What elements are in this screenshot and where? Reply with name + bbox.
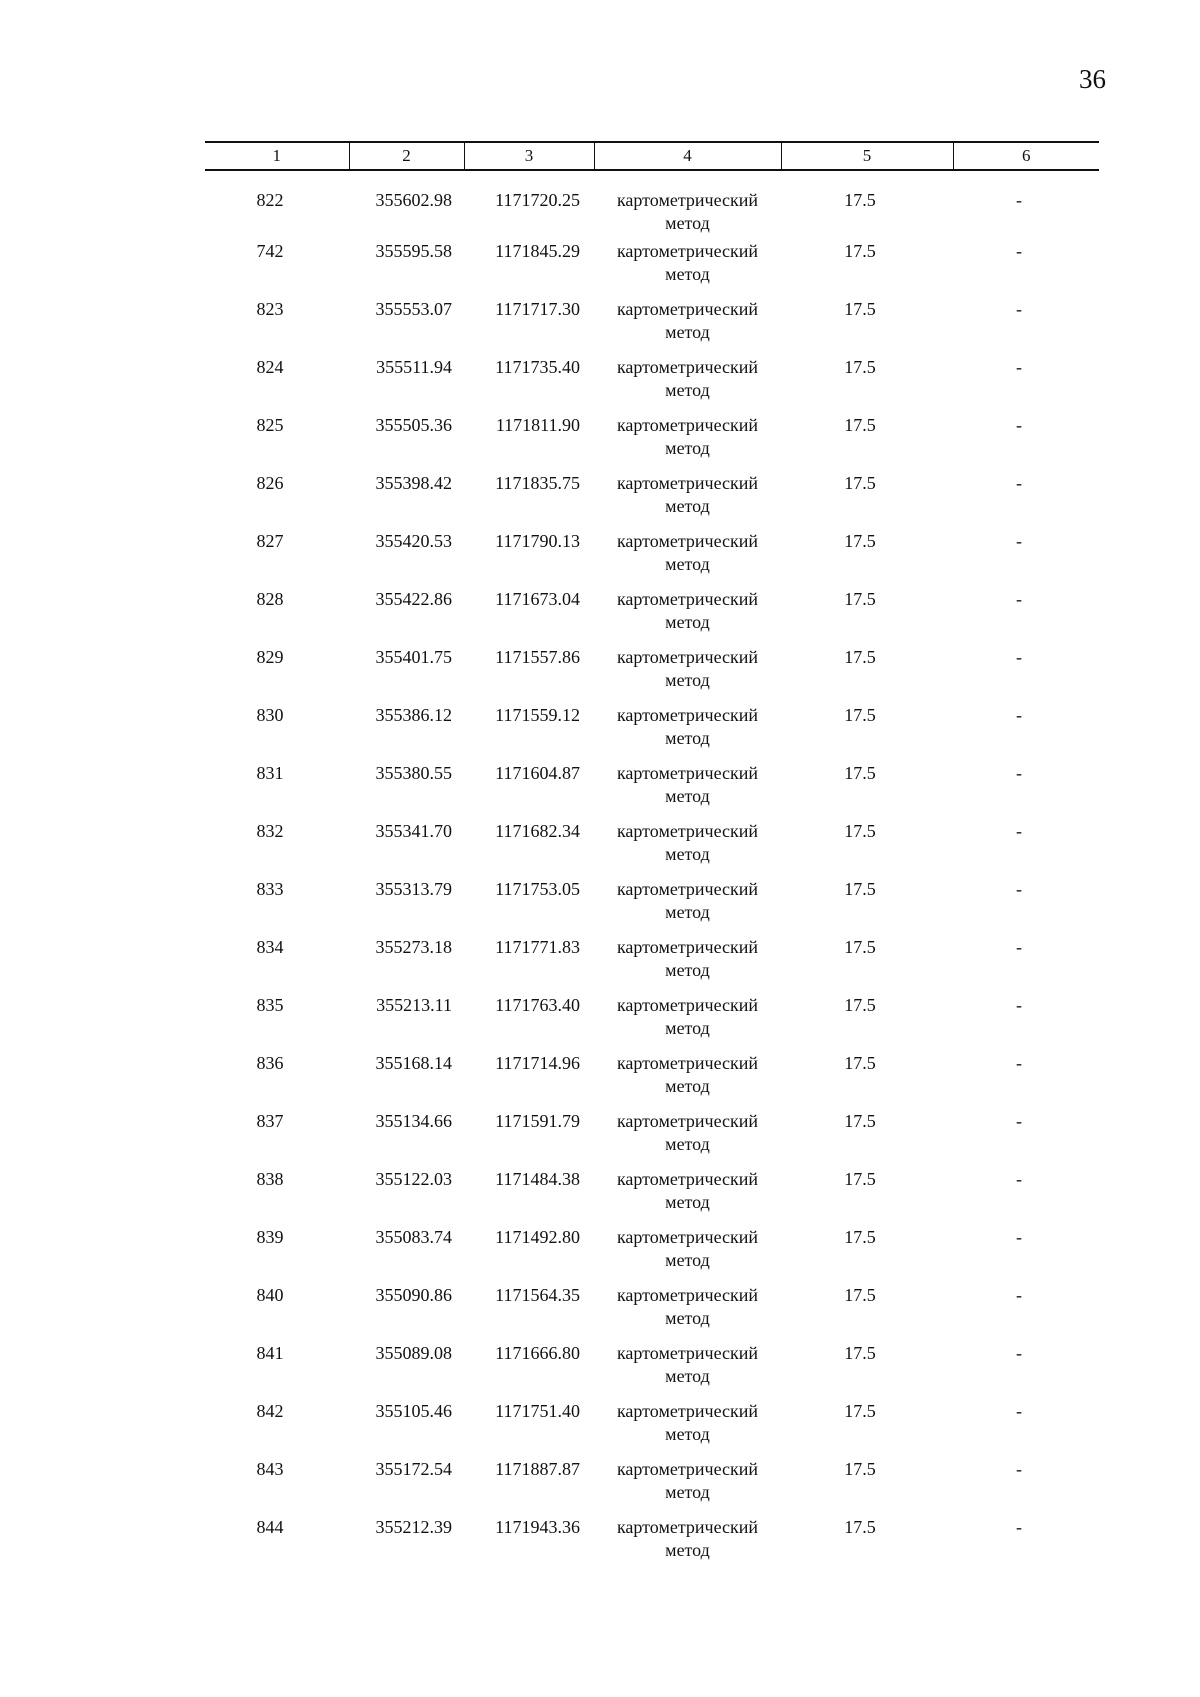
error-value: 17.5 — [844, 1343, 876, 1363]
coordinate-y: 1171835.75 — [495, 473, 580, 493]
note-value: - — [1016, 1401, 1022, 1421]
method-cell — [594, 704, 781, 762]
table-row — [205, 994, 1099, 1052]
coordinate-x: 355122.03 — [375, 1169, 452, 1189]
point-number: 836 — [256, 1053, 284, 1073]
coordinate-y: 1171887.87 — [495, 1459, 580, 1479]
coordinate-y: 1171735.40 — [495, 357, 580, 377]
point-number: 834 — [256, 937, 284, 957]
method-cell — [594, 530, 781, 588]
point-number: 827 — [256, 531, 284, 551]
method-line-1: картометрический — [616, 473, 759, 493]
table-row — [205, 704, 1099, 762]
point-number: 843 — [256, 1459, 284, 1479]
coordinate-x: 355089.08 — [375, 1343, 452, 1363]
coordinate-y: 1171753.05 — [495, 879, 580, 899]
error-value: 17.5 — [844, 879, 876, 899]
method-line-2: метод — [665, 1424, 710, 1444]
method-line-2: метод — [665, 1018, 710, 1038]
method-cell — [594, 1458, 781, 1516]
error-value: 17.5 — [844, 190, 876, 210]
coordinate-y: 1171682.34 — [495, 821, 580, 841]
method-line-1: картометрический — [616, 1343, 759, 1363]
coordinate-x: 355090.86 — [375, 1285, 452, 1305]
method-cell — [594, 994, 781, 1052]
coordinate-y: 1171591.79 — [495, 1111, 580, 1131]
method-line-2: метод — [665, 902, 710, 922]
header-cell-1: 1 — [205, 142, 349, 170]
table-row — [205, 1168, 1099, 1226]
method-line-2: метод — [665, 1076, 710, 1096]
coordinate-y: 1171771.83 — [495, 937, 580, 957]
table-row — [205, 1052, 1099, 1110]
method-cell — [594, 936, 781, 994]
error-value: 17.5 — [844, 1169, 876, 1189]
error-value: 17.5 — [844, 299, 876, 319]
error-value: 17.5 — [844, 415, 876, 435]
error-value: 17.5 — [844, 473, 876, 493]
method-line-2: метод — [665, 728, 710, 748]
table-row — [205, 1342, 1099, 1400]
method-line-2: метод — [665, 1250, 710, 1270]
method-cell — [594, 1516, 781, 1574]
table-row — [205, 356, 1099, 414]
table-row — [205, 170, 1099, 240]
error-value: 17.5 — [844, 241, 876, 261]
note-value: - — [1016, 1111, 1022, 1131]
error-value: 17.5 — [844, 1517, 876, 1537]
note-value: - — [1016, 763, 1022, 783]
error-value: 17.5 — [844, 647, 876, 667]
point-number: 840 — [256, 1285, 284, 1305]
method-line-2: метод — [665, 1192, 710, 1212]
method-line-1: картометрический — [616, 589, 759, 609]
coordinate-y: 1171557.86 — [495, 647, 580, 667]
coordinate-x: 355511.94 — [376, 357, 452, 377]
coordinate-x: 355422.86 — [375, 589, 452, 609]
coordinate-y: 1171666.80 — [495, 1343, 580, 1363]
method-line-1: картометрический — [616, 1227, 759, 1247]
note-value: - — [1016, 1169, 1022, 1189]
coordinate-x: 355595.58 — [375, 241, 452, 261]
coordinate-y: 1171673.04 — [495, 589, 580, 609]
header-row — [205, 142, 1099, 170]
note-value: - — [1016, 647, 1022, 667]
coordinate-x: 355602.98 — [375, 190, 452, 210]
table-row — [205, 472, 1099, 530]
method-line-2: метод — [665, 1482, 710, 1502]
header-cell-4: 4 — [594, 142, 781, 170]
error-value: 17.5 — [844, 1285, 876, 1305]
method-cell — [594, 1342, 781, 1400]
method-cell — [594, 1284, 781, 1342]
coordinate-x: 355398.42 — [375, 473, 452, 493]
error-value: 17.5 — [844, 1401, 876, 1421]
header-cell-3: 3 — [464, 142, 594, 170]
method-cell — [594, 762, 781, 820]
error-value: 17.5 — [844, 705, 876, 725]
coordinate-x: 355420.53 — [375, 531, 452, 551]
note-value: - — [1016, 1053, 1022, 1073]
table-row — [205, 1226, 1099, 1284]
coordinate-y: 1171720.25 — [495, 190, 580, 210]
coordinate-y: 1171714.96 — [495, 1053, 580, 1073]
method-line-1: картометрический — [616, 357, 759, 377]
coordinate-y: 1171811.90 — [495, 415, 580, 435]
point-number: 742 — [256, 241, 284, 261]
note-value: - — [1016, 589, 1022, 609]
error-value: 17.5 — [844, 531, 876, 551]
table-row — [205, 298, 1099, 356]
point-number: 833 — [256, 879, 284, 899]
table-body — [205, 170, 1099, 1574]
table-row — [205, 414, 1099, 472]
coordinate-y: 1171790.13 — [495, 531, 580, 551]
note-value: - — [1016, 1517, 1022, 1537]
coordinate-x: 355172.54 — [375, 1459, 452, 1479]
error-value: 17.5 — [844, 1053, 876, 1073]
coordinate-x: 355380.55 — [375, 763, 452, 783]
point-number: 832 — [256, 821, 284, 841]
method-line-2: метод — [665, 554, 710, 574]
method-line-2: метод — [665, 670, 710, 690]
note-value: - — [1016, 357, 1022, 377]
coordinate-y: 1171943.36 — [495, 1517, 580, 1537]
note-value: - — [1016, 1343, 1022, 1363]
coordinate-y: 1171763.40 — [495, 995, 580, 1015]
coordinate-y: 1171845.29 — [495, 241, 580, 261]
coordinate-x: 355313.79 — [375, 879, 452, 899]
coordinate-y: 1171751.40 — [495, 1401, 580, 1421]
coordinate-y: 1171559.12 — [495, 705, 580, 725]
point-number: 830 — [256, 705, 284, 725]
error-value: 17.5 — [844, 763, 876, 783]
method-line-1: картометрический — [616, 821, 759, 841]
coordinate-x: 355553.07 — [375, 299, 452, 319]
method-line-2: метод — [665, 213, 710, 233]
coordinate-y: 1171604.87 — [495, 763, 580, 783]
coordinate-x: 355505.36 — [375, 415, 452, 435]
method-line-1: картометрический — [616, 763, 759, 783]
method-line-1: картометрический — [616, 879, 759, 899]
point-number: 835 — [256, 995, 284, 1015]
table-row — [205, 1400, 1099, 1458]
method-line-1: картометрический — [616, 1401, 759, 1421]
method-line-1: картометрический — [616, 299, 759, 319]
point-number: 844 — [256, 1517, 284, 1537]
method-line-2: метод — [665, 380, 710, 400]
method-line-1: картометрический — [616, 415, 759, 435]
method-line-2: метод — [665, 1540, 710, 1560]
coordinate-x: 355212.39 — [375, 1517, 452, 1537]
header-cell-2: 2 — [349, 142, 464, 170]
point-number: 823 — [256, 299, 284, 319]
method-line-1: картометрический — [616, 937, 759, 957]
table-row — [205, 530, 1099, 588]
method-line-1: картометрический — [616, 995, 759, 1015]
method-line-2: метод — [665, 612, 710, 632]
method-cell — [594, 472, 781, 530]
coordinate-x: 355273.18 — [375, 937, 452, 957]
coordinate-y: 1171484.38 — [495, 1169, 580, 1189]
table-row — [205, 588, 1099, 646]
table-row — [205, 1284, 1099, 1342]
error-value: 17.5 — [844, 1227, 876, 1247]
note-value: - — [1016, 299, 1022, 319]
coordinate-x: 355401.75 — [375, 647, 452, 667]
header-cell-6: 6 — [953, 142, 1099, 170]
note-value: - — [1016, 473, 1022, 493]
note-value: - — [1016, 190, 1022, 210]
table-row — [205, 936, 1099, 994]
coordinates-table — [205, 141, 1099, 1574]
method-line-2: метод — [665, 264, 710, 284]
note-value: - — [1016, 1227, 1022, 1247]
method-line-1: картометрический — [616, 1517, 759, 1537]
note-value: - — [1016, 241, 1022, 261]
coordinate-y: 1171717.30 — [495, 299, 580, 319]
method-cell — [594, 1168, 781, 1226]
error-value: 17.5 — [844, 589, 876, 609]
method-line-2: метод — [665, 322, 710, 342]
point-number: 825 — [256, 415, 284, 435]
method-line-2: метод — [665, 1366, 710, 1386]
point-number: 838 — [256, 1169, 284, 1189]
error-value: 17.5 — [844, 937, 876, 957]
method-line-1: картометрический — [616, 241, 759, 261]
method-line-2: метод — [665, 496, 710, 516]
method-line-2: метод — [665, 844, 710, 864]
table-row — [205, 646, 1099, 704]
method-line-2: метод — [665, 786, 710, 806]
note-value: - — [1016, 879, 1022, 899]
coordinate-x: 355341.70 — [375, 821, 452, 841]
method-line-1: картометрический — [616, 531, 759, 551]
method-cell — [594, 240, 781, 298]
method-line-1: картометрический — [616, 1111, 759, 1131]
method-cell — [594, 1052, 781, 1110]
point-number: 829 — [256, 647, 284, 667]
error-value: 17.5 — [844, 1111, 876, 1131]
note-value: - — [1016, 415, 1022, 435]
coordinate-x: 355213.11 — [376, 995, 452, 1015]
table-row — [205, 1458, 1099, 1516]
method-line-2: метод — [665, 960, 710, 980]
point-number: 828 — [256, 589, 284, 609]
point-number: 831 — [256, 763, 284, 783]
note-value: - — [1016, 705, 1022, 725]
header-cell-5: 5 — [781, 142, 953, 170]
method-cell — [594, 1110, 781, 1168]
point-number: 826 — [256, 473, 284, 493]
table-row — [205, 878, 1099, 936]
method-line-1: картометрический — [616, 705, 759, 725]
error-value: 17.5 — [844, 1459, 876, 1479]
table-row — [205, 1110, 1099, 1168]
note-value: - — [1016, 995, 1022, 1015]
error-value: 17.5 — [844, 821, 876, 841]
method-cell — [594, 646, 781, 704]
coordinate-x: 355083.74 — [375, 1227, 452, 1247]
table-row — [205, 240, 1099, 298]
point-number: 837 — [256, 1111, 284, 1131]
note-value: - — [1016, 531, 1022, 551]
point-number: 839 — [256, 1227, 284, 1247]
note-value: - — [1016, 1285, 1022, 1305]
point-number: 841 — [256, 1343, 284, 1363]
table-row — [205, 762, 1099, 820]
table-row — [205, 820, 1099, 878]
table-header — [205, 142, 1099, 170]
error-value: 17.5 — [844, 995, 876, 1015]
method-line-1: картометрический — [616, 1169, 759, 1189]
method-line-2: метод — [665, 438, 710, 458]
coordinate-x: 355168.14 — [375, 1053, 452, 1073]
method-line-1: картометрический — [616, 1053, 759, 1073]
method-line-1: картометрический — [616, 647, 759, 667]
method-cell — [594, 298, 781, 356]
point-number: 842 — [256, 1401, 284, 1421]
table-row — [205, 1516, 1099, 1574]
note-value: - — [1016, 937, 1022, 957]
point-number: 824 — [256, 357, 284, 377]
method-cell — [594, 1400, 781, 1458]
method-line-1: картометрический — [616, 190, 759, 210]
coordinate-y: 1171492.80 — [495, 1227, 580, 1247]
method-cell — [594, 356, 781, 414]
method-line-1: картометрический — [616, 1459, 759, 1479]
method-cell — [594, 414, 781, 472]
coordinate-x: 355134.66 — [375, 1111, 452, 1131]
coordinate-x: 355386.12 — [375, 705, 452, 725]
note-value: - — [1016, 821, 1022, 841]
coordinate-x: 355105.46 — [375, 1401, 452, 1421]
coordinate-y: 1171564.35 — [495, 1285, 580, 1305]
error-value: 17.5 — [844, 357, 876, 377]
method-cell — [594, 1226, 781, 1284]
note-value: - — [1016, 1459, 1022, 1479]
point-number: 822 — [256, 190, 284, 210]
page-number: 36 — [1079, 64, 1106, 94]
method-cell — [594, 588, 781, 646]
method-line-2: метод — [665, 1308, 710, 1328]
method-cell — [594, 878, 781, 936]
method-line-1: картометрический — [616, 1285, 759, 1305]
method-line-2: метод — [665, 1134, 710, 1154]
method-cell — [594, 170, 781, 240]
method-cell — [594, 820, 781, 878]
